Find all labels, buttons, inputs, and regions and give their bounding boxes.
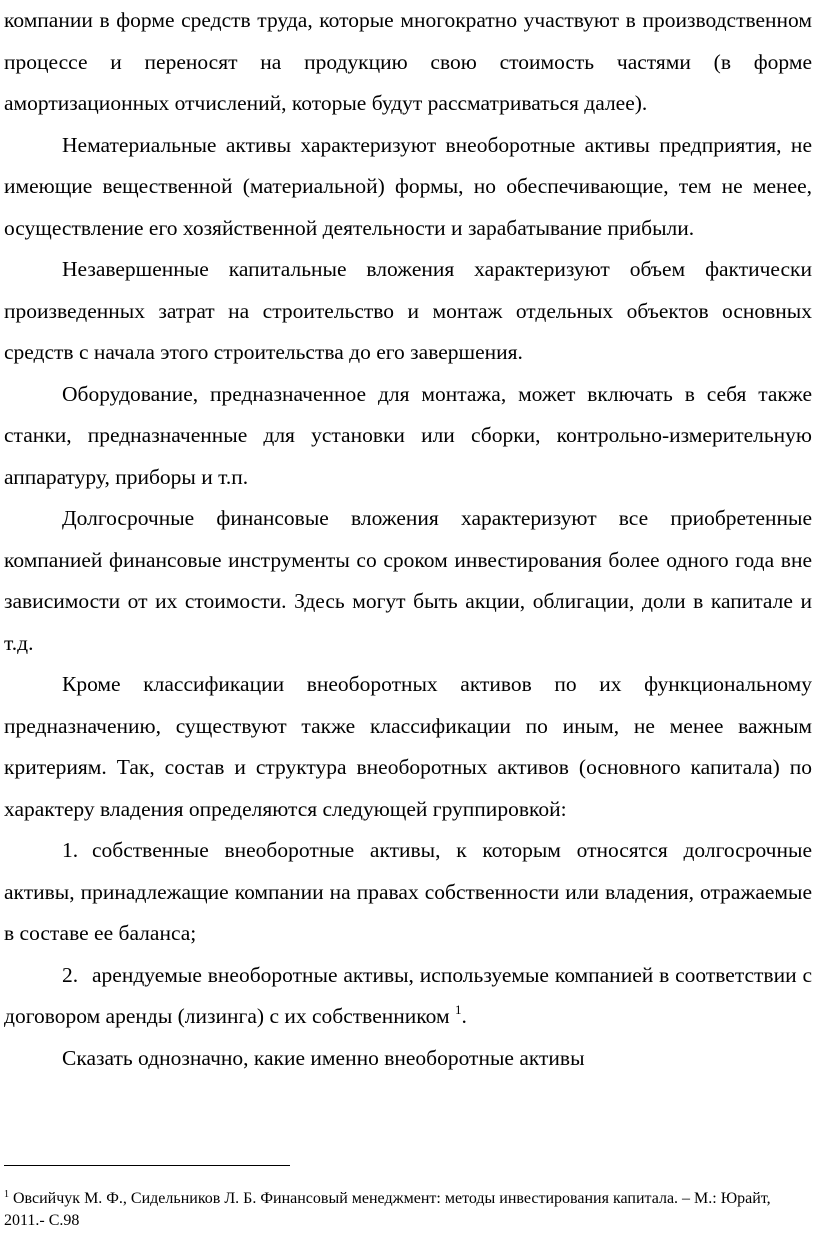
paragraph-6: Кроме классификации внеоборотных активов по их функциональному предназначению, существуют также классификации по иным, не менее важным критериям. Так, состав и структура внеоборотных активов (основного капитала) по характеру владения определяются следующей группировкой: xyxy=(4,672,812,821)
paragraph-5: Долгосрочные финансовые вложения характеризуют все приобретенные компанией финансовые инструменты со сроком инвестирования более одного года вне зависимости от их стоимости. Здесь могут быть акции, облигации, доли в капитале и т.д. xyxy=(4,506,812,655)
paragraph-3: Незавершенные капитальные вложения характеризуют объем фактически произведенных затрат на строительство и монтаж отдельных объектов основных средств с начала этого строительства до его завершения. xyxy=(4,257,812,364)
paragraph-4: Оборудование, предназначенное для монтажа, может включать в себя также станки, предназначенные для установки или сборки, контрольно-измерительную аппаратуру, приборы и т.п. xyxy=(4,381,812,489)
list-item xyxy=(4,830,812,955)
footnote-text: Овсийчук М. Ф., Сидельников Л. Б. Финансовый менеджмент: методы инвестирования капитала. – М.: Юрайт, 2011.- С.98 xyxy=(4,1190,771,1229)
footnote-number: 1 xyxy=(4,1189,9,1200)
paragraph-1: компании в форме средств труда, которые многократно участвуют в производственном процессе и переносят на продукцию свою стоимость частями (в форме амортизационных отчислений, которые будут рассматриваться далее). xyxy=(4,8,812,115)
body-text xyxy=(4,0,812,1079)
list-item-number: 1. xyxy=(62,838,79,862)
list-item xyxy=(4,955,812,1038)
list-item-text: арендуемые внеоборотные активы, используемые компанией в соответствии с договором аренды (лизинга) с их собственником xyxy=(4,962,812,1028)
footnote-separator xyxy=(4,1165,290,1166)
footnote-reference[interactable]: 1 xyxy=(454,1002,462,1017)
closing-paragraph: Сказать однозначно, какие именно внеоборотные активы xyxy=(62,1045,585,1070)
list-item-number: 2. xyxy=(62,962,79,987)
list-item-tail: . xyxy=(461,1004,467,1028)
paragraph-2: Нематериальные активы характеризуют внеоборотные активы предприятия, не имеющие вещественной (материальной) формы, но обеспечивающие, тем не менее, осуществление его хозяйственной деятельности и зарабатывание прибыли. xyxy=(4,132,812,240)
footnote xyxy=(4,1188,812,1232)
list-item-text: собственные внеоборотные активы, к которым относятся долгосрочные активы, принадлежащие компании на правах собственности или владения, отражаемые в составе ее баланса; xyxy=(4,838,812,945)
